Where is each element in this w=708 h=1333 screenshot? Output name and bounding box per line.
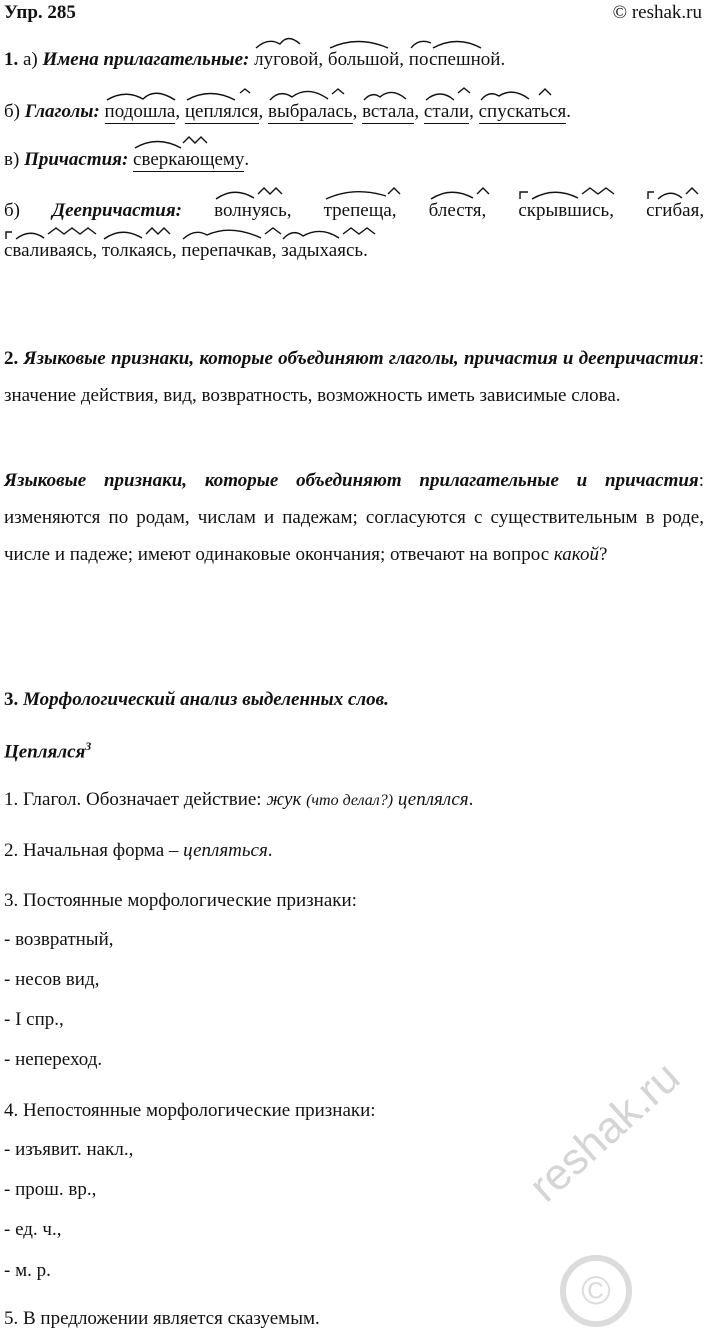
root-arc-icon — [409, 35, 519, 49]
verb-word-stali: стали — [424, 101, 469, 124]
verb-word-spuskatsya: спускаться — [479, 101, 567, 124]
root-arc-icon — [133, 135, 263, 149]
gerund-word-trepeshcha: трепеща — [324, 200, 392, 222]
gerund-word-sgibaya: сгибая — [646, 200, 699, 222]
root-arc-icon — [518, 186, 628, 200]
verbs-label: Глаголы: — [24, 101, 100, 122]
participles-label: Причастия: — [24, 149, 129, 170]
verb-word-podoshla: подошла — [105, 101, 176, 124]
root-arc-icon — [429, 186, 509, 200]
root-arc-icon — [185, 87, 275, 101]
root-arc-icon — [424, 87, 484, 101]
gerund-word-tolkayas: толкаясь — [102, 240, 172, 262]
root-arc-icon — [105, 87, 195, 101]
adjectives-line: 1. а) Имена прилагательные: луговой, большой, поспешной. — [4, 49, 505, 71]
root-arc-icon — [324, 186, 414, 200]
adjectives-label: Имена прилагательные: — [42, 49, 250, 70]
verbs-line: б) Глаголы: подошла, цеплялся, выбралась, встала, стали, спускаться. — [4, 101, 571, 124]
const-feature: - I спр., — [4, 1009, 64, 1030]
analyzed-word: Цеплялся$^3$ — [4, 739, 92, 763]
section2-text-2: : изменяются по родам, числам и падежам; согласуются с существительным в роде, числе и падеже; имеют одинаковые окончания; отвечают на вопрос — [4, 470, 704, 565]
root-arc-icon — [214, 186, 314, 200]
root-arc-icon — [646, 186, 708, 200]
analysis-point-1: 1. Глагол. Обозначает действие: жук (что делал?) цеплялся. — [4, 789, 474, 810]
analysis-point-4: 4. Непостоянные морфологические признаки: — [4, 1100, 376, 1121]
section2-heading-1: Языковые признаки, которые объединяют глаголы, причастия и деепричастия — [23, 348, 699, 369]
adj-word-lugovoy: луговой — [254, 49, 318, 71]
var-feature: - прош. вр., — [4, 1179, 97, 1200]
word-footnote: 3 — [85, 739, 92, 753]
const-feature: - несов вид, — [4, 969, 100, 990]
const-feature: - непереход. — [4, 1049, 103, 1070]
section-number: 2. — [4, 348, 19, 369]
section-number: 1. — [4, 49, 19, 70]
analysis-point-5: 5. В предложении является сказуемым. — [4, 1308, 320, 1329]
site-credit: © reshak.ru — [612, 2, 702, 23]
verb-word-tseplyalsya: цеплялся — [185, 101, 259, 124]
root-arc-icon — [102, 226, 192, 240]
const-feature: - возвратный, — [4, 929, 114, 950]
root-arc-icon — [268, 87, 368, 101]
root-arc-icon — [254, 35, 334, 49]
item-letter: б) — [4, 101, 20, 122]
section2-text-1: : значение действия, вид, возвратность, возможность иметь зависимые слова. — [4, 348, 704, 406]
verb-word-vstala: встала — [362, 101, 414, 124]
root-arc-icon — [479, 87, 589, 101]
section2-paragraph-1 — [4, 340, 704, 414]
watermark-copyright-icon: © — [560, 1255, 632, 1327]
gerund-word-svalivayas: сваливаясь — [4, 240, 92, 262]
adj-word-pospeshnoy: поспешной — [409, 49, 501, 71]
gerund-word-blestya: блестя — [429, 200, 482, 222]
gerund-word-perepachkav: перепачкав — [181, 240, 271, 262]
section2-paragraph-2: Языковые признаки, которые объединяют прилагательные и причастия: изменяются по родам, числам и падежам; согласуются с существительным в роде, числе и падеже; имеют одинаковые окончания; отвечают на вопрос какой? — [4, 470, 704, 565]
gerund-word-skryvshis: скрывшись — [518, 200, 609, 222]
root-arc-icon — [281, 226, 391, 240]
item-letter: а) — [23, 49, 38, 70]
verb-word-vybralas: выбралась — [268, 101, 353, 124]
participles-line: в) Причастия: сверкающему. — [4, 149, 249, 172]
participle-word-sverkayushchemu: сверкающему — [133, 149, 244, 172]
var-feature: - ед. ч., — [4, 1219, 62, 1240]
gerunds-line-1: б) Деепричастия: волнуясь, трепеща, блестя, скрывшись, сгибая, — [4, 200, 704, 222]
section2-question-word: какой — [553, 544, 599, 565]
root-arc-icon — [328, 35, 418, 49]
watermark-text: reshak.ru — [520, 1052, 690, 1212]
var-feature: - изъявит. накл., — [4, 1139, 134, 1160]
section-number: 3. — [4, 689, 19, 710]
gerunds-label: Деепричастия: — [52, 200, 182, 221]
gerund-word-zadykhayas: задыхаясь — [281, 240, 363, 262]
root-arc-icon — [362, 87, 432, 101]
gerunds-line-2: сваливаясь, толкаясь, перепачкав, задыхаясь. — [4, 240, 368, 262]
exercise-title: Упр. 285 — [4, 2, 76, 23]
gerund-word-volnuyas: волнуясь — [214, 200, 287, 222]
analysis-point-3: 3. Постоянные морфологические признаки: — [4, 890, 357, 911]
adj-word-bolshoy: большой — [328, 49, 399, 71]
analysis-point-2: 2. Начальная форма – цепляться. — [4, 840, 273, 861]
section3-title: 3. Морфологический анализ выделенных слов. — [4, 689, 389, 710]
item-letter: в) — [4, 149, 20, 170]
item-letter: б) — [4, 200, 20, 221]
var-feature: - м. р. — [4, 1260, 51, 1281]
section2-heading-2: Языковые признаки, которые объединяют прилагательные и причастия — [4, 470, 699, 491]
